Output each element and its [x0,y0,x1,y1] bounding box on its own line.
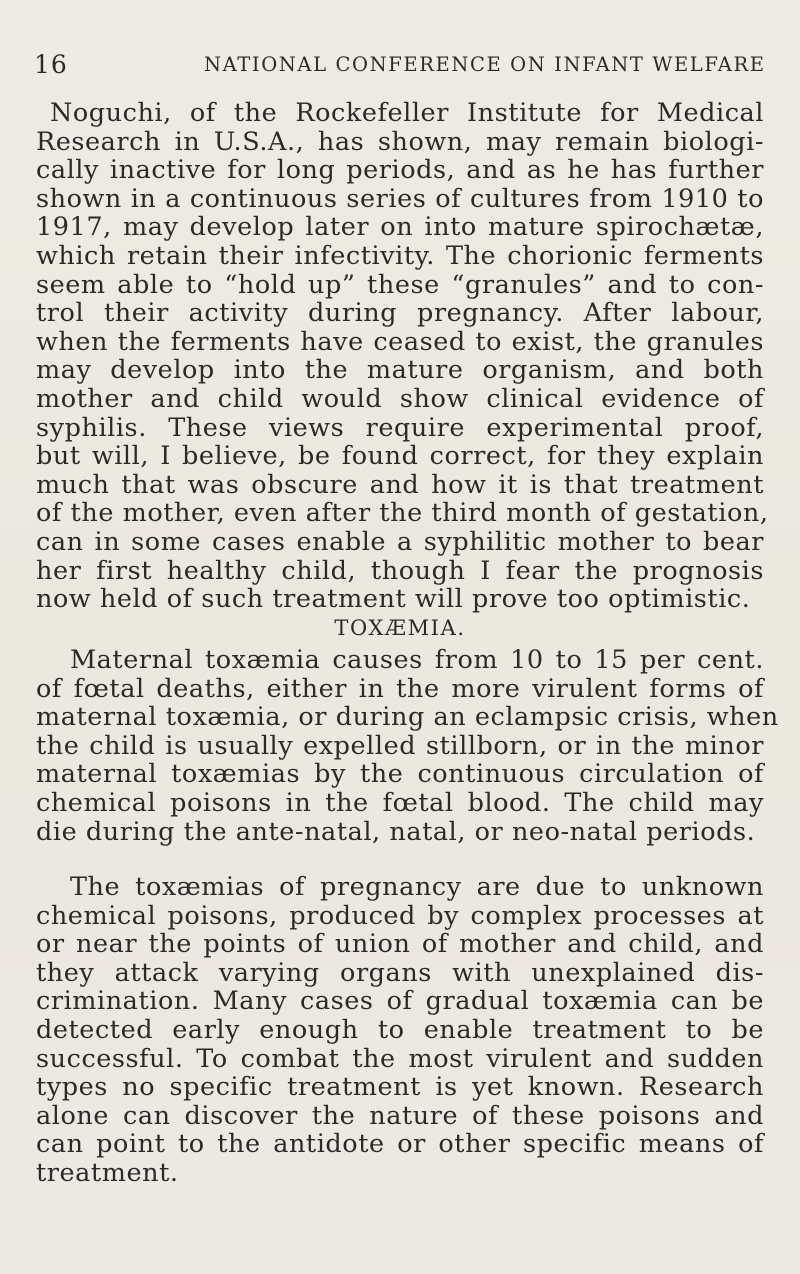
running-title: NATIONAL CONFERENCE ON INFANT WELFARE [204,53,766,76]
text-line: chemical poisons in the fœtal blood. The child may [36,787,764,818]
text-line: of fœtal deaths, either in the more virulent forms of [36,673,764,704]
paragraph-syphilis-continued [36,98,769,615]
text-line: maternal toxæmia, or during an eclampsic crisis, when [36,702,779,733]
text-line: cally inactive for long periods, and as he has further [36,155,764,186]
text-line: or near the points of union of mother and child, and [36,929,764,960]
text-line: of the mother, even after the third month of gestation, [36,498,769,529]
text-line: which retain their infectivity. The chorionic ferments [36,240,764,271]
text-line: chemical poisons, produced by complex processes at [36,900,764,931]
text-line: can point to the antidote or other specific means of [36,1129,764,1160]
text-line: her first healthy child, though I fear the prognosis [36,555,764,586]
text-line: detected early enough to enable treatment to be [36,1014,764,1045]
paragraph-toxaemias-of-pregnancy [36,873,764,1188]
text-line: but will, I believe, be found correct, for they explain [36,441,764,472]
text-line: can in some cases enable a syphilitic mother to bear [36,526,764,557]
text-line: they attack varying organs with unexplained dis- [36,957,764,988]
running-header [34,50,774,80]
text-line: shown in a continuous series of cultures from 1910 to [36,183,764,214]
text-line: syphilis. These views require experimental proof, [36,412,764,443]
text-line: Maternal toxæmia causes from 10 to 15 per cent. [70,645,764,675]
text-line: The toxæmias of pregnancy are due to unknown [70,872,764,902]
text-line: seem able to “hold up” these “granules” and to con- [36,269,764,300]
text-line: crimination. Many cases of gradual toxæmia can be [36,986,764,1017]
text-line: may develop into the mature organism, and both [36,355,764,386]
text-line: alone can discover the nature of these poisons and [36,1100,764,1131]
text-line: maternal toxæmias by the continuous circulation of [36,759,764,790]
text-line: 1917, may develop later on into mature spirochætæ, [36,212,764,243]
text-line: much that was obscure and how it is that treatment [36,469,764,500]
text-line: Research in U.S.A., has shown, may remain biologi- [36,126,764,157]
page-number: 16 [34,50,68,79]
text-line: successful. To combat the most virulent and sudden [36,1043,764,1074]
text-line: treatment. [36,1157,179,1188]
text-line: when the ferments have ceased to exist, the granules [36,326,764,357]
text-line: now held of such treatment will prove too optimistic. [36,584,751,615]
section-heading: TOXÆMIA. [334,616,466,640]
text-line: types no specific treatment is yet known. Research [36,1072,764,1103]
text-line: mother and child would show clinical evidence of [36,383,764,414]
text-line: the child is usually expelled stillborn, or in the minor [36,730,764,761]
text-line: die during the ante-natal, natal, or neo-natal periods. [36,816,756,847]
text-line: trol their activity during pregnancy. After labour, [36,298,764,329]
text-line: Noguchi, of the Rockefeller Institute for Medical [50,98,764,128]
paragraph-maternal-toxaemia [36,645,779,847]
